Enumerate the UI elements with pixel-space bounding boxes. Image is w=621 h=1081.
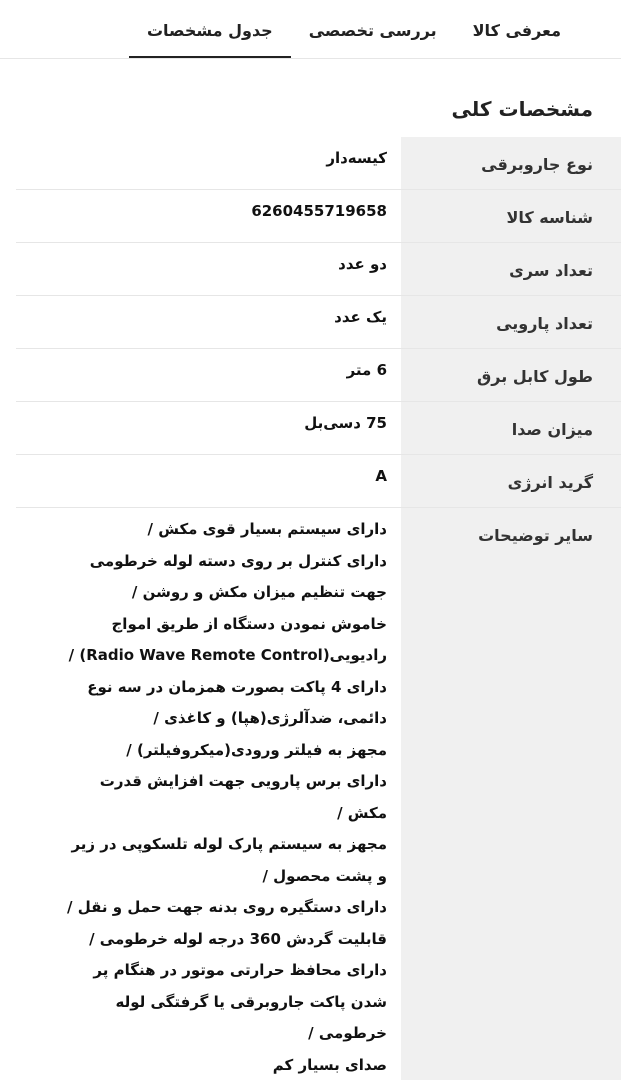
spec-key: میزان صدا: [401, 402, 621, 454]
description-line: دارای محافظ حرارتی موتور در هنگام پر: [24, 955, 387, 987]
spec-row-description: [16, 507, 621, 1080]
spec-value: دو عدد: [16, 243, 401, 295]
description-line: مکش /: [24, 798, 387, 830]
tab-bar: [0, 0, 621, 59]
spec-key: طول کابل برق: [401, 349, 621, 401]
spec-table: [16, 137, 621, 1080]
spec-row: [16, 348, 621, 401]
spec-key: گرید انرژی: [401, 455, 621, 507]
description-line: مجهز به فیلتر ورودی(میکروفیلتر) /: [24, 735, 387, 767]
description-line: شدن پاکت جاروبرقی یا گرفتگی لوله: [24, 987, 387, 1019]
description-line: مجهز به سیستم پارک لوله تلسکوپی در زیر: [24, 829, 387, 861]
tab-specifications[interactable]: جدول مشخصات: [129, 0, 291, 58]
description-line: دارای 4 پاکت بصورت همزمان در سه نوع: [24, 672, 387, 704]
spec-row: [16, 189, 621, 242]
section-title: مشخصات کلی: [0, 95, 593, 123]
description-line: دائمی، ضدآلرژی(هپا) و کاغذی /: [24, 703, 387, 735]
spec-row: [16, 137, 621, 189]
spec-value: کیسه‌دار: [16, 137, 401, 189]
description-line: دارای سیستم بسیار قوی مکش /: [24, 514, 387, 546]
spec-value: A: [16, 455, 401, 507]
spec-value-description: [16, 508, 401, 1080]
spec-row: [16, 454, 621, 507]
spec-row: [16, 295, 621, 348]
description-line: دارای برس پارویی جهت افزایش قدرت: [24, 766, 387, 798]
spec-key: سایر توضیحات: [401, 508, 621, 1080]
spec-key: تعداد پارویی: [401, 296, 621, 348]
description-text: [24, 514, 387, 1081]
spec-value: 75 دسی‌بل: [16, 402, 401, 454]
description-line: جهت تنظیم میزان مکش و روشن /: [24, 577, 387, 609]
description-line: خرطومی /: [24, 1018, 387, 1050]
spec-value: 6 متر: [16, 349, 401, 401]
spec-row: [16, 401, 621, 454]
description-line: دارای کنترل بر روی دسته لوله خرطومی: [24, 546, 387, 578]
description-line: و پشت محصول /: [24, 861, 387, 893]
description-line: دارای دستگیره روی بدنه جهت حمل و نقل /: [24, 892, 387, 924]
description-line: قابلیت گردش 360 درجه لوله خرطومی /: [24, 924, 387, 956]
description-line: رادیویی(Radio Wave Remote Control) /: [24, 640, 387, 672]
spec-value: 6260455719658: [16, 190, 401, 242]
description-line: صدای بسیار کم: [24, 1050, 387, 1081]
spec-key: نوع جاروبرقی: [401, 137, 621, 189]
description-line: خاموش نمودن دستگاه از طریق امواج: [24, 609, 387, 641]
spec-key: شناسه کالا: [401, 190, 621, 242]
tab-expert-review[interactable]: بررسی تخصصی: [291, 0, 455, 58]
spec-key: تعداد سری: [401, 243, 621, 295]
spec-value: یک عدد: [16, 296, 401, 348]
tab-product-intro[interactable]: معرفی کالا: [455, 0, 579, 58]
spec-row: [16, 242, 621, 295]
